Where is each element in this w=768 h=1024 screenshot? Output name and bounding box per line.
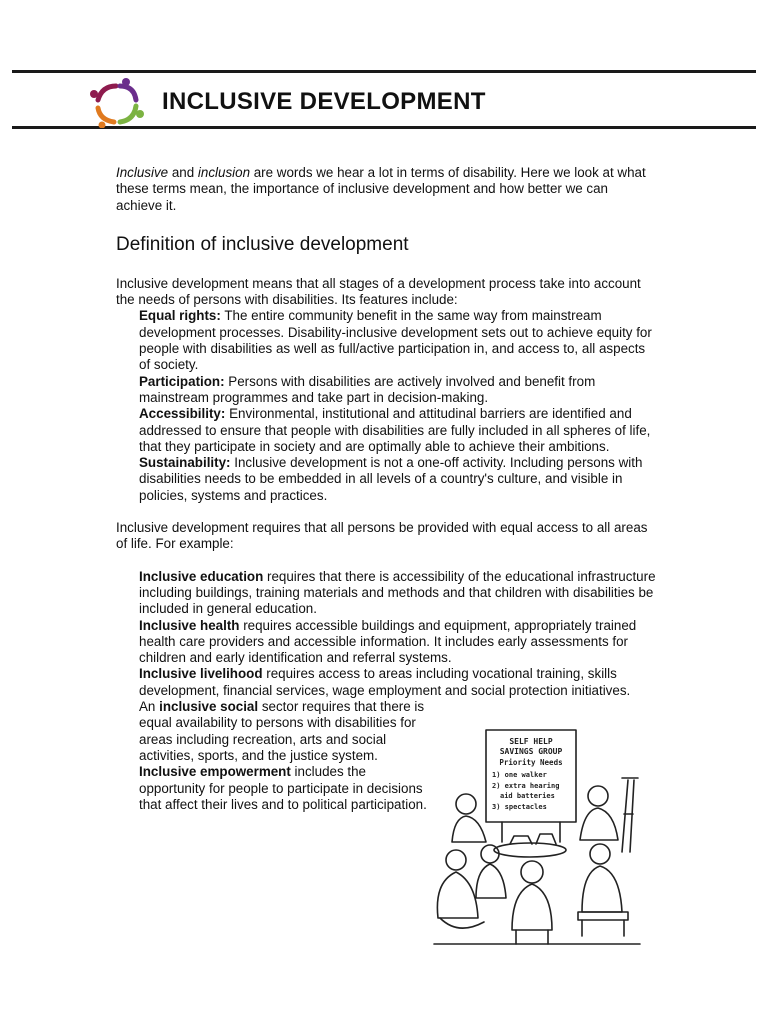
feature-term: Accessibility: — [139, 406, 226, 422]
example-text: includes the opportunity for people to participate in decisions that affect their lives and to political participation. — [139, 764, 427, 812]
board-line: 1) one walker — [492, 771, 547, 779]
self-help-group-meeting-illustration-icon — [432, 722, 648, 950]
intro-term-inclusion: inclusion — [197, 165, 251, 180]
example-text: requires accessible buildings and equipment, appropriately trained health care providers and accessible information. It includes early assessments for children and early identification and referral systems. — [139, 617, 637, 666]
example-text: sector requires that there is equal availability to persons with disabilities for areas including recreation, arts and social activities, sports, and the justice system. — [139, 699, 425, 763]
feature-item-accessibility — [139, 406, 656, 455]
example-item-livelihood — [139, 666, 656, 699]
page-title: INCLUSIVE DEVELOPMENT — [162, 88, 486, 115]
board-line: aid batteries — [500, 792, 555, 800]
intro-paragraph — [116, 165, 656, 214]
section-heading: Definition of inclusive development — [116, 233, 409, 255]
example-term: inclusive social — [159, 699, 259, 715]
example-term: Inclusive education — [139, 568, 264, 584]
feature-item-sustainability — [139, 455, 656, 504]
header-top-rule — [12, 70, 756, 73]
example-item-health — [139, 618, 656, 667]
intro-and: and — [168, 165, 198, 180]
board-line: 3) spectacles — [492, 803, 547, 811]
example-term: Inclusive health — [139, 617, 240, 633]
feature-term: Participation: — [139, 373, 225, 389]
people-circle-logo-icon — [86, 78, 146, 128]
feature-text: Inclusive development is not a one-off activity. Including persons with disabilities needs to be embedded in all levels of a country's culture, and visible in policies, systems and practices. — [139, 455, 643, 503]
feature-text: Persons with disabilities are actively involved and benefit from mainstream programmes and take part in decision-making. — [139, 373, 596, 405]
feature-text: The entire community benefit in the same way from mainstream development processes. Disability-inclusive development sets out to achieve equity for people with disabilities as well as full/active participation in, and access to, all aspects of society. — [139, 308, 652, 373]
example-item-empowerment — [139, 764, 429, 813]
document-body — [116, 165, 656, 813]
board-line: SELF HELP — [509, 737, 553, 746]
board-line: SAVINGS GROUP — [499, 747, 563, 756]
feature-list — [116, 308, 656, 504]
feature-item-equal-rights — [139, 308, 656, 373]
feature-item-participation — [139, 374, 656, 407]
board-line: Priority Needs — [499, 758, 563, 767]
requirements-lead: Inclusive development requires that all persons be provided with equal access to all areas of life. For example: — [116, 520, 648, 552]
board-line: 2) extra hearing — [492, 782, 560, 790]
feature-term: Equal rights: — [139, 308, 221, 324]
example-item-social — [139, 699, 429, 764]
example-term: Inclusive livelihood — [139, 666, 263, 682]
example-item-education — [139, 569, 656, 618]
feature-text: Environmental, institutional and attitudinal barriers are identified and addressed to ensure that people with disabilities are fully included in all spheres of life, that they participate in society and are optimally able to achieve their ambitions. — [139, 406, 651, 454]
example-text: requires that there is accessibility of the educational infrastructure including buildings, training materials and methods and that children with disabilities be included in general education. — [139, 568, 656, 617]
example-text: requires access to areas including vocational training, skills development, financial services, wage employment and social protection initiatives. — [139, 666, 631, 698]
example-term: Inclusive empowerment — [139, 764, 291, 780]
example-prefix: An — [139, 699, 160, 715]
feature-term: Sustainability: — [139, 455, 231, 471]
intro-rest: are words we hear a lot in terms of disability. Here we look at what these terms mean, the importance of inclusive development and how better we can achieve it. — [116, 165, 646, 213]
definition-lead: Inclusive development means that all stages of a development process take into account the needs of persons with disabilities. Its features include: — [116, 275, 641, 308]
intro-term-inclusive: Inclusive — [116, 165, 169, 180]
